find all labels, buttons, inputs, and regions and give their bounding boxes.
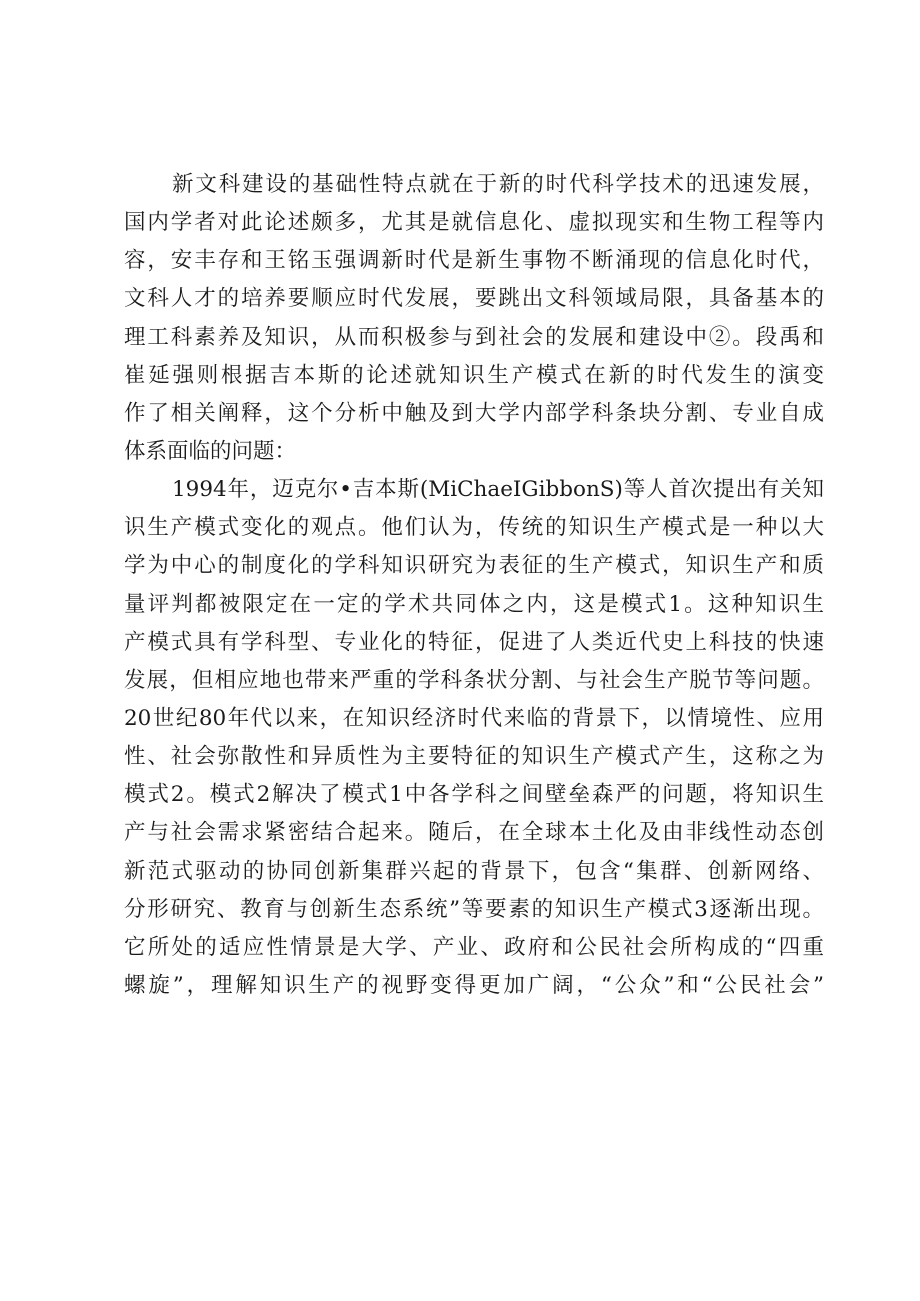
- text-line: 它所处的适应性情景是大学、产业、政府和公民社会所构成的“四重: [124, 934, 824, 960]
- text-line: 产与社会需求紧密结合起来。随后，在全球本土化及由非线性动态创: [124, 820, 824, 846]
- text-line: 崔延强则根据吉本斯的论述就知识生产模式在新的时代发生的演变: [124, 362, 824, 388]
- text-line: 模式2。模式2解决了模式1中各学科之间壁垒森严的问题，将知识生: [124, 782, 824, 808]
- text-line: 学为中心的制度化的学科知识研究为表征的生产模式，知识生产和质: [124, 553, 824, 579]
- text-line: 分形研究、教育与创新生态系统”等要素的知识生产模式3逐渐出现。: [124, 896, 824, 922]
- text-line: 体系面临的问题：: [124, 438, 297, 464]
- text-line: 容，安丰存和王铭玉强调新时代是新生事物不断涌现的信息化时代，: [124, 248, 824, 274]
- paragraph-2: [124, 471, 824, 1005]
- text-line: 量评判都被限定在一定的学术共同体之内，这是模式1。这种知识生: [124, 591, 824, 617]
- body-text: [124, 166, 824, 1005]
- text-line: 产模式具有学科型、专业化的特征，促进了人类近代史上科技的快速: [124, 629, 824, 655]
- paragraph-1: [124, 166, 824, 471]
- text-line: 性、社会弥散性和异质性为主要特征的知识生产模式产生，这称之为: [124, 744, 824, 770]
- text-line: 文科人才的培养要顺应时代发展，要跳出文科领域局限，具备基本的: [124, 286, 824, 312]
- text-line: 作了相关阐释，这个分析中触及到大学内部学科条块分割、专业自成: [124, 400, 824, 426]
- text-line: 识生产模式变化的观点。他们认为，传统的知识生产模式是一种以大: [124, 515, 824, 541]
- text-line: 发展，但相应地也带来严重的学科条状分割、与社会生产脱节等问题。: [124, 667, 824, 693]
- text-line: 国内学者对此论述颇多，尤其是就信息化、虚拟现实和生物工程等内: [124, 210, 824, 236]
- text-line: 1994年，迈克尔•吉本斯(MiChaeIGibbonS)等人首次提出有关知: [172, 477, 824, 503]
- text-line: 理工科素养及知识，从而积极参与到社会的发展和建设中②。段禹和: [124, 324, 824, 350]
- text-line: 20世纪80年代以来，在知识经济时代来临的背景下，以情境性、应用: [124, 705, 824, 731]
- text-line: 新文科建设的基础性特点就在于新的时代科学技术的迅速发展，: [172, 172, 824, 197]
- text-line: 新范式驱动的协同创新集群兴起的背景下，包含“集群、创新网络、: [124, 858, 824, 884]
- text-line: 螺旋”，理解知识生产的视野变得更加广阔，“公众”和“公民社会”: [124, 972, 824, 998]
